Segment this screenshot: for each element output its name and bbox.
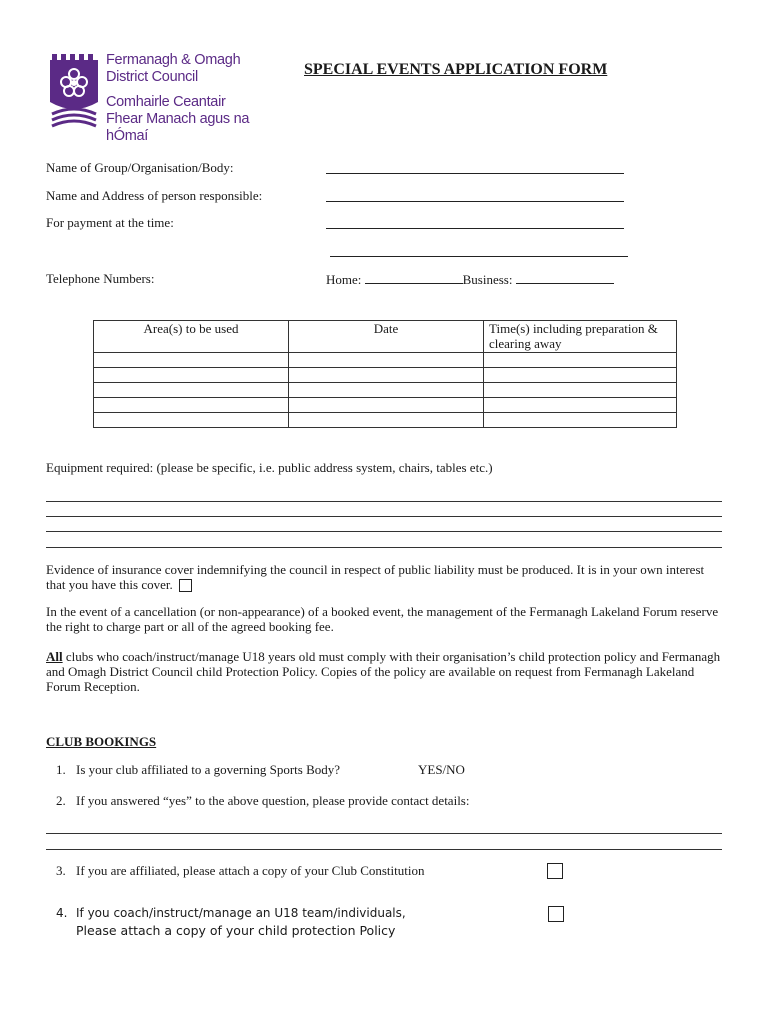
table-cell[interactable] bbox=[484, 398, 677, 413]
payment-field[interactable] bbox=[326, 216, 624, 233]
council-name bbox=[106, 52, 288, 145]
table-cell[interactable] bbox=[484, 413, 677, 428]
table-cell[interactable] bbox=[289, 353, 484, 368]
table-cell[interactable] bbox=[289, 413, 484, 428]
council-logo bbox=[48, 52, 288, 144]
equipment-line-1[interactable] bbox=[46, 501, 722, 502]
business-field[interactable] bbox=[516, 271, 614, 284]
form-title: SPECIAL EVENTS APPLICATION FORM bbox=[304, 61, 608, 78]
equipment-label: Equipment required: (please be specific, i.e. public address system, chairs, tables etc.) bbox=[46, 460, 493, 475]
equipment-line-4[interactable] bbox=[46, 547, 722, 548]
table-cell[interactable] bbox=[289, 383, 484, 398]
cancellation-text: In the event of a cancellation (or non-appearance) of a booked event, the management of the Fermanagh Lakeland Forum reserve the right to charge part or all of the agreed booking fee. bbox=[46, 604, 719, 634]
insurance-checkbox[interactable] bbox=[179, 579, 192, 592]
group-field[interactable] bbox=[326, 161, 624, 178]
contact-line-2[interactable] bbox=[46, 849, 722, 850]
phone-label: Telephone Numbers: bbox=[46, 271, 155, 286]
q3-number: 3. bbox=[56, 863, 66, 878]
table-row bbox=[94, 398, 677, 413]
q4-text-line1: If you coach/instruct/manage an U18 team/individuals, bbox=[76, 906, 406, 920]
q2-number: 2. bbox=[56, 793, 66, 808]
table-header-date: Date bbox=[289, 321, 484, 353]
person-label: Name and Address of person responsible: bbox=[46, 188, 263, 203]
table-cell[interactable] bbox=[94, 398, 289, 413]
q2-text: If you answered “yes” to the above question, please provide contact details: bbox=[76, 793, 470, 808]
policy-text-content: clubs who coach/instruct/manage U18 years old must comply with their organisation’s child protection policy and Fermanagh and Omagh District Council child Protection Policy. Copies of the policy are available on request from Fermanagh Lakeland Forum Reception. bbox=[46, 649, 721, 694]
council-crest-icon bbox=[48, 52, 100, 132]
group-label: Name of Group/Organisation/Body: bbox=[46, 160, 234, 175]
insurance-text-content: Evidence of insurance cover indemnifying the council in respect of public liability must be produced. It is in your own interest that you have this cover. bbox=[46, 562, 705, 592]
table-row bbox=[94, 353, 677, 368]
constitution-checkbox[interactable] bbox=[547, 863, 563, 879]
insurance-text bbox=[46, 562, 726, 592]
q1-text: Is your club affiliated to a governing Sports Body? bbox=[76, 762, 341, 777]
payment-label: For payment at the time: bbox=[46, 215, 174, 230]
home-label: Home: bbox=[326, 272, 362, 287]
equipment-line-3[interactable] bbox=[46, 531, 722, 532]
table-row bbox=[94, 368, 677, 383]
table-cell[interactable] bbox=[94, 368, 289, 383]
logo-line-1: Fermanagh & Omagh bbox=[106, 52, 241, 68]
business-label: Business: bbox=[462, 272, 513, 287]
contact-line-1[interactable] bbox=[46, 833, 722, 834]
logo-line-3: Comhairle Ceantair bbox=[106, 94, 226, 110]
phone-fields bbox=[326, 271, 614, 288]
logo-line-2: District Council bbox=[106, 69, 198, 85]
policy-text bbox=[46, 649, 726, 694]
table-header-area: Area(s) to be used bbox=[94, 321, 289, 353]
table-cell[interactable] bbox=[484, 368, 677, 383]
table-cell[interactable] bbox=[289, 398, 484, 413]
table-header-time: Time(s) including preparation & clearing away bbox=[484, 321, 677, 353]
table-row bbox=[94, 383, 677, 398]
home-field[interactable] bbox=[365, 271, 463, 284]
q4-text-line2: Please attach a copy of your child protection Policy bbox=[76, 923, 396, 938]
q1-number: 1. bbox=[56, 762, 66, 777]
table-row bbox=[94, 413, 677, 428]
table-cell[interactable] bbox=[484, 383, 677, 398]
club-bookings-heading: CLUB BOOKINGS bbox=[46, 734, 157, 749]
table-cell[interactable] bbox=[94, 383, 289, 398]
q4-number: 4. bbox=[56, 906, 68, 920]
table-cell[interactable] bbox=[94, 413, 289, 428]
policy-all: All bbox=[46, 649, 63, 664]
table-cell[interactable] bbox=[484, 353, 677, 368]
booking-table bbox=[93, 320, 677, 428]
table-cell[interactable] bbox=[94, 353, 289, 368]
address-extra-field[interactable] bbox=[330, 244, 628, 261]
q3-text: If you are affiliated, please attach a copy of your Club Constitution bbox=[76, 863, 425, 878]
person-field[interactable] bbox=[326, 189, 624, 206]
table-cell[interactable] bbox=[289, 368, 484, 383]
q1-answer[interactable]: YES/NO bbox=[418, 762, 465, 777]
logo-line-4: Fhear Manach agus na hÓmaí bbox=[106, 111, 250, 144]
equipment-line-2[interactable] bbox=[46, 516, 722, 517]
protection-policy-checkbox[interactable] bbox=[548, 906, 564, 922]
